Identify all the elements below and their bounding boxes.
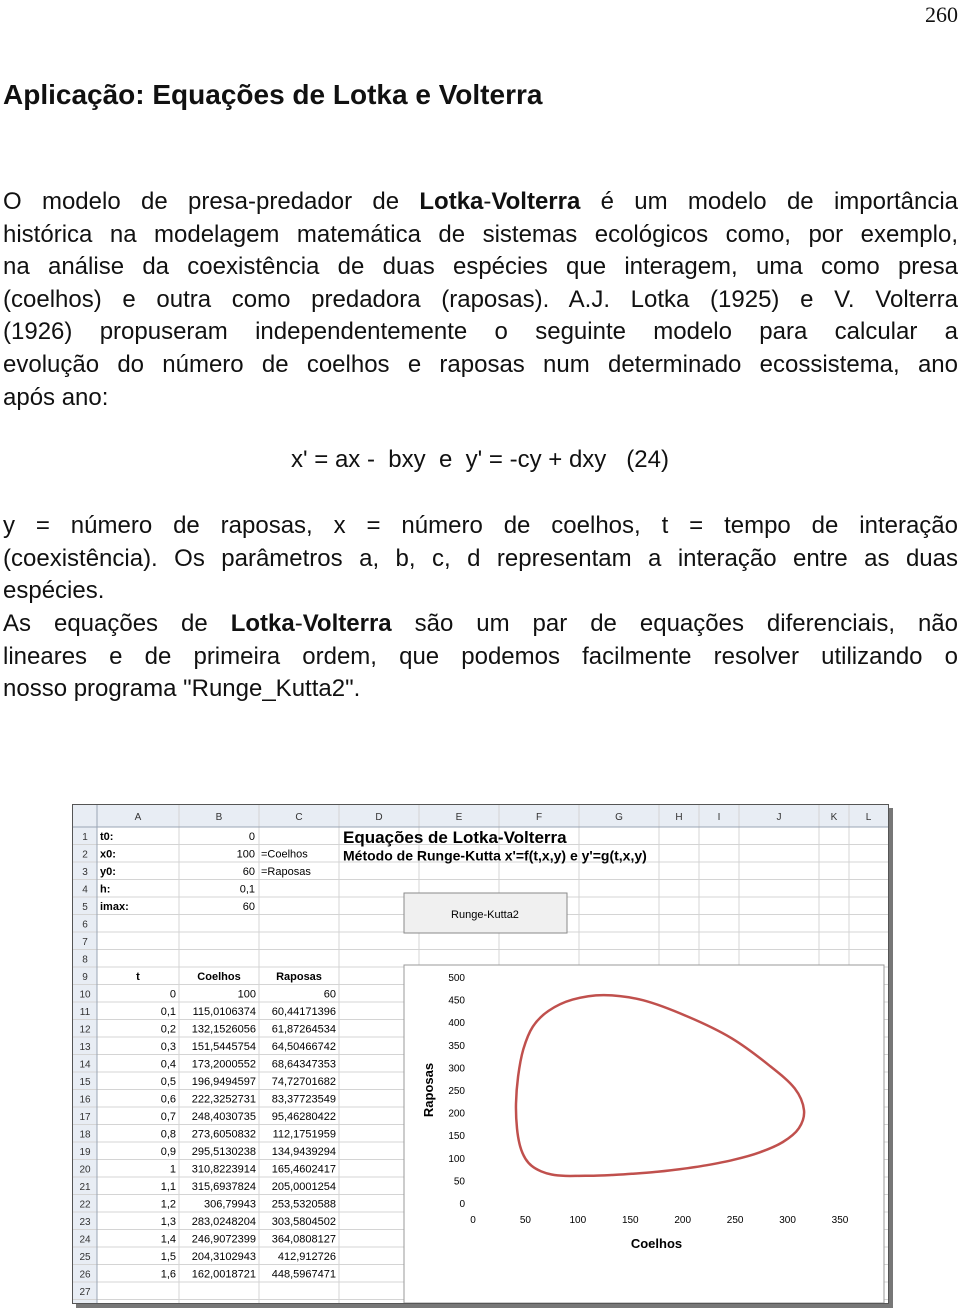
row-number: 26 (79, 1269, 91, 1281)
text-line: espécies. (3, 577, 105, 605)
table-cell-coelhos: 283,0248204 (191, 1216, 256, 1228)
param-label: imax: (100, 901, 129, 913)
table-cell-t: 0,3 (160, 1041, 176, 1053)
y-tick-label: 200 (448, 1108, 465, 1120)
y-tick-label: 150 (448, 1131, 465, 1143)
table-cell-coelhos: 162,0018721 (191, 1268, 256, 1281)
param-label: h: (100, 883, 111, 896)
column-header-bar (73, 805, 888, 827)
column-letter: J (776, 812, 782, 823)
column-letter: E (455, 812, 463, 823)
table-cell-raposas: 205,0001254 (271, 1181, 336, 1193)
table-cell-t: 1 (169, 1163, 176, 1176)
y-tick-label: 0 (459, 1199, 465, 1210)
text-span: As equações de (3, 610, 231, 637)
sheet-subtitle: Método de Runge-Kutta x'=f(t,x,y) e y'=g(t,x,y) (343, 847, 647, 864)
row-number: 23 (79, 1217, 91, 1228)
closing-paragraph (3, 608, 958, 706)
row-number: 7 (82, 937, 88, 948)
row-number: 10 (79, 989, 91, 1001)
table-cell-t: 1,1 (160, 1181, 176, 1193)
table-cell-coelhos: 310,8223914 (191, 1163, 256, 1176)
param-note: =Coelhos (261, 848, 308, 861)
text-line: (1926) propuseram independentemente o seguinte modelo para calcular a (3, 318, 958, 346)
row-number: 20 (79, 1164, 91, 1176)
table-header-t: t (136, 971, 140, 983)
text-line: nosso programa "Runge_Kutta2". (3, 675, 361, 703)
text-line: (coexistência). Os parâmetros a, b, c, d representam a interação entre as duas (3, 544, 958, 572)
table-cell-raposas: 364,0808127 (271, 1233, 336, 1246)
text-line: (coelhos) e outra como predadora (raposas). A.J. Lotka (1925) e V. Volterra (3, 285, 958, 313)
row-number: 16 (79, 1094, 91, 1106)
x-tick-label: 0 (470, 1215, 476, 1226)
x-tick-label: 150 (621, 1215, 639, 1226)
row-number: 18 (79, 1129, 91, 1141)
bold-term-lotka: Lotka (419, 188, 484, 215)
table-cell-coelhos: 100 (237, 988, 256, 1001)
y-tick-label: 450 (448, 995, 465, 1007)
table-cell-t: 0,9 (160, 1146, 176, 1158)
table-cell-t: 1,2 (160, 1198, 176, 1211)
page-title: Aplicação: Equações de Lotka e Volterra (3, 79, 543, 110)
table-cell-raposas: 412,912726 (277, 1251, 336, 1263)
table-cell-coelhos: 222,3252731 (191, 1093, 256, 1106)
spreadsheet-grid (73, 805, 888, 1303)
spreadsheet-screenshot (72, 804, 889, 1304)
table-cell-coelhos: 173,2000552 (191, 1058, 256, 1071)
table-cell-raposas: 253,5320588 (271, 1198, 336, 1211)
param-value: 100 (236, 848, 255, 861)
x-tick-label: 50 (519, 1215, 531, 1226)
column-letter: H (675, 812, 683, 823)
row-number: 14 (79, 1059, 91, 1071)
table-cell-t: 1,6 (160, 1268, 176, 1281)
table-header-raposas: Raposas (276, 971, 322, 983)
x-tick-label: 200 (674, 1215, 692, 1226)
table-cell-raposas: 60 (323, 988, 336, 1001)
param-label: x0: (100, 848, 116, 861)
y-tick-label: 350 (448, 1040, 465, 1052)
column-letter: F (535, 812, 543, 823)
text-span: - (294, 610, 303, 637)
intro-paragraph (3, 186, 958, 414)
table-cell-coelhos: 115,0106374 (192, 1006, 256, 1018)
row-number: 24 (79, 1234, 91, 1246)
column-letter: K (830, 812, 838, 823)
sheet-title: Equações de Lotka-Volterra (343, 828, 567, 847)
param-value: 0,1 (239, 883, 255, 896)
bold-term-volterra: Volterra (491, 188, 581, 215)
table-cell-t: 1,5 (160, 1251, 176, 1263)
table-cell-raposas: 95,46280422 (271, 1111, 336, 1123)
row-number: 1 (82, 832, 88, 843)
x-tick-label: 100 (569, 1215, 587, 1226)
row-number: 9 (82, 972, 88, 983)
table-cell-t: 0,1 (160, 1006, 176, 1018)
table-cell-t: 0,8 (160, 1128, 176, 1141)
param-value: 0 (248, 831, 255, 843)
table-cell-raposas: 112,1751959 (272, 1128, 336, 1141)
column-letter: B (215, 812, 223, 823)
table-cell-raposas: 83,37723549 (271, 1093, 336, 1106)
table-cell-t: 0,7 (160, 1111, 176, 1123)
y-tick-label: 50 (453, 1176, 465, 1188)
table-cell-t: 0,2 (160, 1023, 176, 1036)
y-tick-label: 250 (448, 1086, 465, 1097)
table-cell-raposas: 60,44171396 (271, 1006, 336, 1018)
text-line: lineares e de primeira ordem, que podemos facilmente resolver utilizando o (3, 642, 958, 670)
x-tick-label: 350 (831, 1215, 849, 1226)
table-cell-coelhos: 248,4030735 (191, 1111, 256, 1123)
param-value: 60 (242, 901, 255, 913)
row-number: 5 (82, 902, 88, 913)
row-number: 25 (79, 1252, 91, 1263)
runge-kutta2-button-label: Runge-Kutta2 (451, 909, 519, 921)
row-number: 3 (82, 867, 88, 878)
row-number: 17 (79, 1112, 91, 1123)
page-number: 260 (925, 2, 958, 27)
table-cell-coelhos: 132,1526056 (191, 1023, 256, 1036)
table-cell-t: 0,5 (160, 1076, 176, 1088)
row-number: 12 (79, 1024, 91, 1036)
column-letter: G (615, 812, 623, 823)
chart-area (404, 965, 884, 1303)
table-cell-coelhos: 204,3102943 (191, 1251, 256, 1263)
text-line: y = número de raposas, x = número de coelhos, t = tempo de interação (3, 512, 958, 539)
table-cell-raposas: 68,64347353 (271, 1058, 336, 1071)
column-letter: D (375, 812, 383, 823)
bold-term-lotka: Lotka (230, 610, 295, 637)
text-span: são um par de equações diferenciais, não (391, 610, 958, 637)
row-number: 8 (82, 954, 88, 966)
column-letter: C (295, 812, 303, 823)
y-tick-label: 500 (448, 973, 465, 984)
row-number: 27 (79, 1287, 91, 1298)
table-cell-coelhos: 273,6050832 (191, 1128, 256, 1141)
row-number: 2 (82, 849, 88, 861)
text-span: O modelo de presa-predador de (3, 188, 420, 215)
param-value: 60 (242, 866, 255, 878)
definitions-paragraph (3, 510, 958, 608)
y-tick-label: 300 (448, 1063, 465, 1075)
table-cell-t: 0,4 (160, 1058, 176, 1071)
table-cell-coelhos: 246,9072399 (191, 1233, 256, 1246)
row-number: 11 (79, 1007, 91, 1018)
text-line: após ano: (3, 383, 109, 411)
y-tick-label: 100 (448, 1153, 465, 1165)
text-span: - (483, 188, 492, 215)
text-line (3, 186, 958, 219)
column-letter: A (134, 812, 142, 823)
row-number: 19 (79, 1147, 91, 1158)
y-axis-label: Raposas (421, 1062, 436, 1118)
x-tick-label: 300 (779, 1215, 796, 1226)
table-cell-raposas: 165,4602417 (271, 1163, 336, 1176)
table-cell-coelhos: 196,9494597 (191, 1076, 256, 1088)
x-axis-label: Coelhos (630, 1236, 683, 1251)
row-number: 4 (82, 884, 88, 896)
table-header-coelhos: Coelhos (197, 971, 241, 983)
table-cell-coelhos: 306,79943 (204, 1198, 256, 1211)
column-letter: I (717, 812, 721, 823)
text-line: histórica na modelagem matemática de sistemas ecológicos como, por exemplo, (3, 220, 958, 248)
table-cell-raposas: 64,50466742 (271, 1041, 336, 1053)
table-cell-t: 0 (169, 988, 176, 1001)
row-number: 6 (82, 919, 88, 931)
row-number: 22 (79, 1199, 91, 1211)
table-cell-t: 0,6 (160, 1093, 176, 1106)
table-cell-coelhos: 295,5130238 (191, 1146, 256, 1158)
table-cell-raposas: 61,87264534 (271, 1023, 336, 1036)
table-cell-raposas: 134,9439294 (271, 1146, 336, 1158)
table-cell-coelhos: 315,6937824 (191, 1181, 256, 1193)
y-tick-label: 400 (448, 1018, 465, 1030)
text-span: é um modelo de importância (580, 188, 958, 215)
text-line: evolução do número de coelhos e raposas num determinado ecossistema, ano (3, 350, 958, 378)
text-line (3, 608, 958, 641)
table-cell-t: 1,4 (160, 1233, 176, 1246)
param-label: y0: (100, 866, 116, 878)
table-cell-coelhos: 151,5445754 (191, 1041, 256, 1053)
table-cell-raposas: 448,5967471 (271, 1268, 336, 1281)
x-tick-label: 250 (726, 1215, 744, 1226)
row-number: 15 (79, 1077, 91, 1088)
column-letter: L (865, 812, 872, 823)
row-number: 13 (79, 1042, 91, 1053)
table-cell-raposas: 303,5804502 (271, 1216, 336, 1228)
equation: x' = ax - bxy e y' = -cy + dxy (24) (291, 446, 669, 473)
table-cell-t: 1,3 (160, 1216, 176, 1228)
row-number: 21 (79, 1182, 91, 1193)
param-label: t0: (100, 831, 114, 843)
param-note: =Raposas (261, 866, 311, 878)
text-line: na análise da coexistência de duas espécies que interagem, uma como presa (3, 253, 958, 281)
bold-term-volterra: Volterra (302, 610, 392, 637)
table-cell-raposas: 74,72701682 (271, 1076, 336, 1088)
